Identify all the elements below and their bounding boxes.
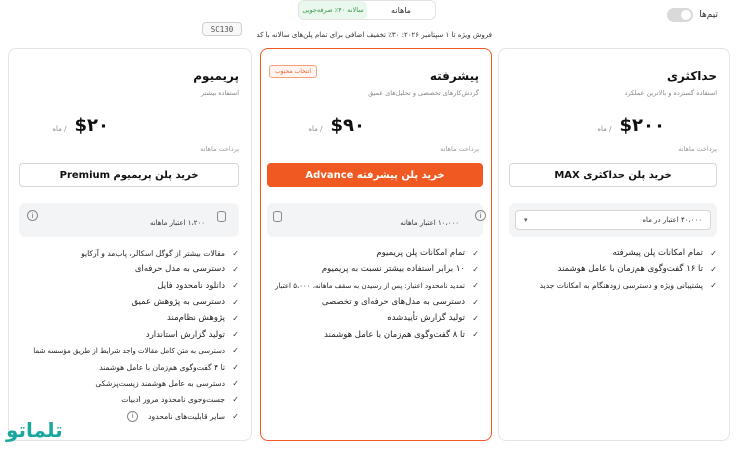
check-icon: ✓ <box>232 395 239 405</box>
teams-toggle[interactable] <box>667 8 693 22</box>
plan-card-max <box>498 48 730 441</box>
check-icon: ✓ <box>232 248 239 258</box>
credit-amount: ۱۰،۰۰۰ اعتبار ماهانه <box>400 219 459 227</box>
tab-yearly[interactable]: سالانه ۴۰٪ صرفه‌جویی <box>299 1 367 19</box>
check-icon: ✓ <box>472 313 479 323</box>
check-icon: ✓ <box>710 264 717 274</box>
credit-select[interactable] <box>515 210 711 230</box>
promo-code[interactable]: SC130 <box>202 22 242 36</box>
teams-toggle-group[interactable] <box>667 8 718 22</box>
info-icon[interactable]: i <box>127 411 138 422</box>
price-row <box>308 115 365 136</box>
billing-period-switch[interactable] <box>298 0 436 20</box>
feature-item: ✓ دسترسی به مدل حرفه‌ای <box>134 264 239 275</box>
feature-list <box>507 245 717 294</box>
feature-item: ✓ دسترسی به متن کامل مقالات واجد شرایط از طریق مؤسسه شما <box>33 346 239 356</box>
feature-item: ✓ دانلود نامحدود فایل <box>157 280 239 291</box>
billing-note: پرداخت ماهانه <box>200 145 239 153</box>
info-icon[interactable]: i <box>27 210 38 221</box>
teams-toggle-label: تیم‌ها <box>699 10 718 20</box>
plan-subtitle: گردش‌کارهای تخصصی و تحلیل‌های عمیق <box>368 89 479 97</box>
check-icon: ✓ <box>232 281 239 291</box>
feature-item: ✓ تولید گزارش تأییدشده <box>387 313 479 324</box>
feature-item: ✓ تمام امکانات پلن پیشرفته <box>612 248 717 259</box>
check-icon: ✓ <box>472 330 479 340</box>
feature-item: ✓ مقالات بیشتر از گوگل اسکالر، پاب‌مد و آرکایو <box>81 248 239 258</box>
check-icon: ✓ <box>472 281 479 291</box>
plan-title: پریمیوم <box>193 69 239 83</box>
check-icon: ✓ <box>710 248 717 258</box>
feature-item: ✓ دسترسی به مدل‌های حرفه‌ای و تخصصی <box>321 297 479 308</box>
check-icon: ✓ <box>232 411 239 421</box>
feature-item: ✓ دسترسی به عامل هوشمند زیست‌پزشکی <box>95 379 239 389</box>
check-icon: ✓ <box>232 362 239 372</box>
promo-banner: فروش ویژه تا ۱ سپتامبر ۲۰۲۶: ۳۰٪ تخفیف اضافی برای تمام پلن‌های سالانه با کد <box>256 31 492 39</box>
price-period: / ماه <box>597 125 612 133</box>
credit-box <box>509 203 717 237</box>
feature-item: ✓ جست‌وجوی نامحدود مرور ادبیات <box>121 395 239 405</box>
feature-item: ✓ سایر قابلیت‌های نامحدود i <box>17 408 239 424</box>
plan-subtitle: استفاده بیشتر <box>201 89 239 97</box>
check-icon: ✓ <box>472 248 479 258</box>
database-icon <box>273 211 282 222</box>
credit-box <box>19 203 239 237</box>
feature-item: ✓ تولید گزارش استاندارد <box>145 329 239 340</box>
check-icon: ✓ <box>232 297 239 307</box>
plan-subtitle: استفاده گسترده و بالاترین عملکرد <box>624 89 717 97</box>
plan-card-premium <box>8 48 252 441</box>
price-period: / ماه <box>52 125 67 133</box>
feature-list <box>269 245 479 343</box>
billing-note: پرداخت ماهانه <box>678 145 717 153</box>
check-icon: ✓ <box>472 297 479 307</box>
plan-price: $۲۰ <box>74 115 109 136</box>
check-icon: ✓ <box>232 346 239 356</box>
top-bar <box>0 0 750 46</box>
feature-item: ✓ تا ۸ گفت‌وگوی هم‌زمان با عامل هوشمند <box>324 329 479 340</box>
buy-premium-button[interactable]: خرید پلن پریمیوم Premium <box>19 163 239 187</box>
plan-price: $۲۰۰ <box>619 115 665 136</box>
check-icon: ✓ <box>232 379 239 389</box>
feature-item: ✓ تمام امکانات پلن پریمیوم <box>376 248 479 259</box>
feature-item: ✓ دسترسی به پژوهش عمیق <box>131 297 239 308</box>
check-icon: ✓ <box>710 281 717 291</box>
check-icon: ✓ <box>472 264 479 274</box>
feature-item: ✓ پژوهش نظام‌مند <box>167 313 239 324</box>
credit-select-value: ۴۰،۰۰۰ اعتبار در ماه <box>642 216 702 224</box>
feature-item: ✓ تمدید نامحدود اعتبار: پس از رسیدن به سقف ماهانه، ۵،۰۰۰ اعتبار <box>275 281 479 291</box>
chevron-down-icon: ▾ <box>524 216 528 224</box>
popular-badge: انتخاب محبوب <box>269 65 317 78</box>
plan-price: $۹۰ <box>330 115 365 136</box>
buy-max-button[interactable]: خرید پلن حداکثری MAX <box>509 163 717 187</box>
feature-item: ✓ ۱۰ برابر استفاده بیشتر نسبت به پریمیوم <box>321 264 479 275</box>
price-row <box>597 115 665 136</box>
feature-item: ✓ تا ۴ گفت‌وگوی هم‌زمان با عامل هوشمند <box>99 362 239 372</box>
check-icon: ✓ <box>232 313 239 323</box>
info-icon[interactable]: i <box>475 210 486 221</box>
credit-amount: ۱،۲۰۰ اعتبار ماهانه <box>149 219 205 227</box>
credit-box <box>267 203 483 237</box>
check-icon: ✓ <box>232 264 239 274</box>
brand-logo: تلماتو <box>6 418 63 442</box>
billing-note: پرداخت ماهانه <box>440 145 479 153</box>
plan-title: پیشرفته <box>429 69 479 83</box>
price-row <box>52 115 109 136</box>
price-period: / ماه <box>308 125 323 133</box>
feature-item: ✓ پشتیبانی ویژه و دسترسی زودهنگام به امکانات جدید <box>539 281 717 291</box>
database-icon <box>217 211 226 222</box>
feature-item: ✓ تا ۱۶ گفت‌وگوی هم‌زمان با عامل هوشمند <box>557 264 717 275</box>
buy-advance-button[interactable]: خرید پلن پیشرفته Advance <box>267 163 483 187</box>
plan-card-advance <box>260 48 492 441</box>
check-icon: ✓ <box>232 330 239 340</box>
tab-monthly[interactable]: ماهانه <box>391 5 411 15</box>
plan-title: حداکثری <box>666 69 717 83</box>
feature-list <box>17 245 239 424</box>
